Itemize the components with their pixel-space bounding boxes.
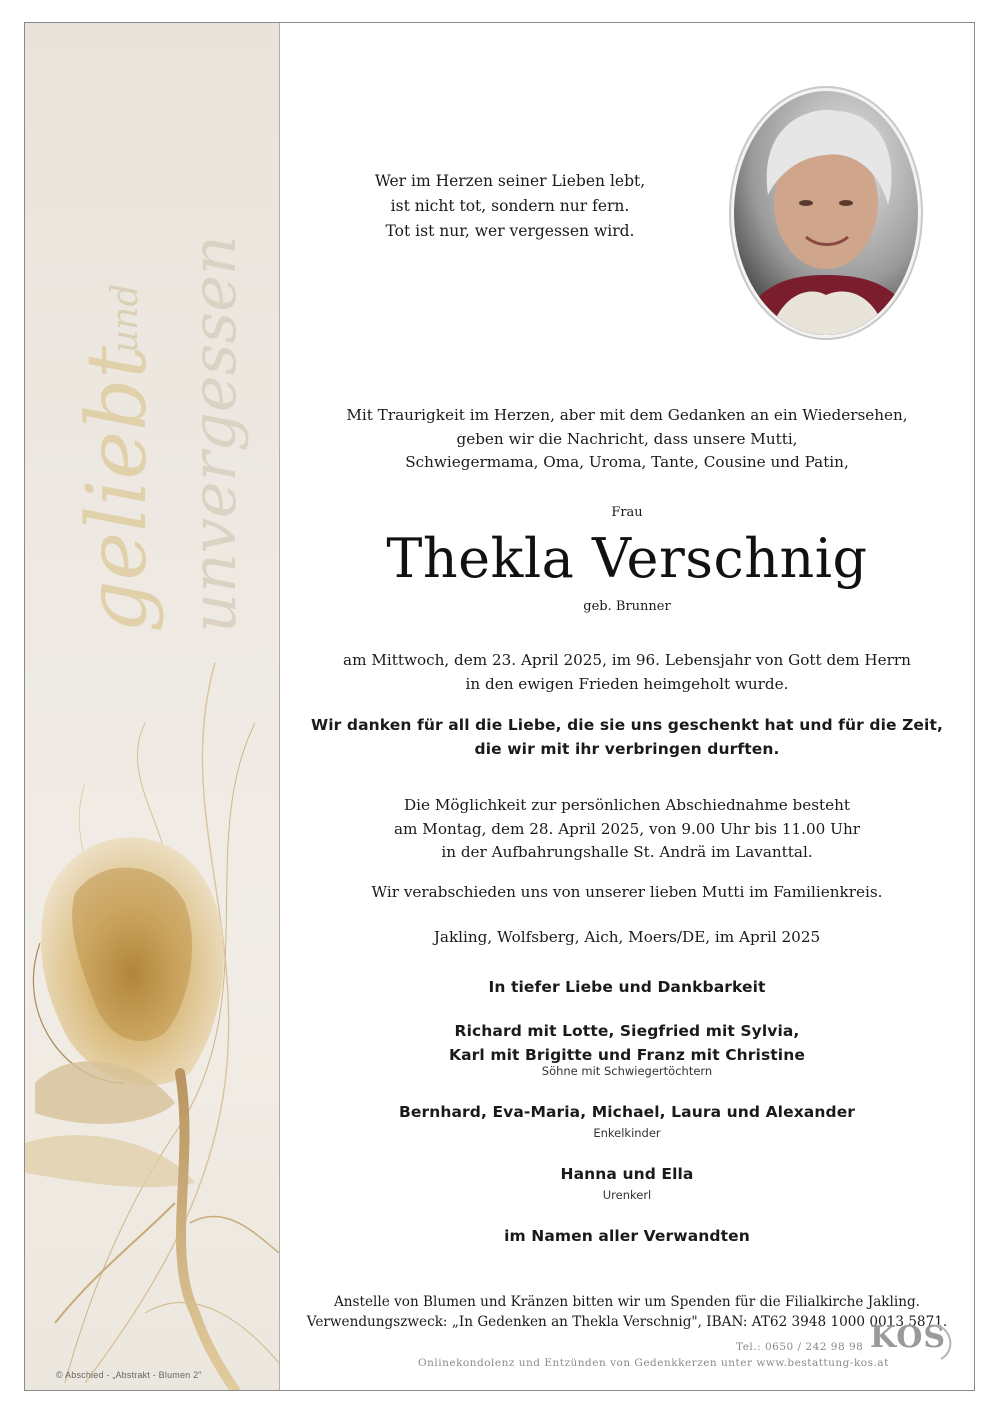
memorial-quote xyxy=(320,169,700,244)
quote-line: Tot ist nur, wer vergessen wird. xyxy=(385,222,635,240)
intro-line: Mit Traurigkeit im Herzen, aber mit dem Gedanken an ein Wiedersehen, xyxy=(346,406,908,424)
great-grandchildren-names: Hanna und Ella xyxy=(560,1165,694,1183)
children-label: Söhne mit Schwiegertöchtern xyxy=(541,1064,713,1078)
quote-line: ist nicht tot, sondern nur fern. xyxy=(390,197,630,215)
artwork-caption: © Abschied - „Abstrakt - Blumen 2" xyxy=(56,1370,202,1380)
decorative-side-panel xyxy=(25,23,280,1390)
deceased-name: Thekla Verschnig xyxy=(386,527,868,590)
quote-line: Wer im Herzen seiner Lieben lebt, xyxy=(374,172,646,190)
funeral-home-logo: KOS xyxy=(870,1320,947,1355)
death-notice xyxy=(280,649,974,696)
farewell-info xyxy=(280,794,974,865)
portrait-photo xyxy=(728,85,924,341)
farewell-line: am Montag, dem 28. April 2025, von 9.00 Uhr bis 11.00 Uhr xyxy=(393,819,860,838)
logo-swoosh-icon xyxy=(935,1323,957,1361)
children-line: Richard mit Lotte, Siegfried mit Sylvia, xyxy=(454,1022,800,1040)
announcement-content xyxy=(280,23,974,1390)
relatives-line: im Namen aller Verwandten xyxy=(504,1227,750,1245)
salutation: Frau xyxy=(611,505,643,520)
great-grandchildren-label: Urenkerl xyxy=(602,1188,652,1202)
love-line: In tiefer Liebe und Dankbarkeit xyxy=(488,978,766,996)
maiden-name: geb. Brunner xyxy=(583,599,671,614)
place-date: Jakling, Wolfsberg, Aich, Moers/DE, im April 2025 xyxy=(433,928,821,946)
script-word-geliebt: geliebt xyxy=(70,345,165,633)
family-circle-text: Wir verabschieden uns von unserer lieben Mutti im Familienkreis. xyxy=(371,883,883,901)
thanks-line: die wir mit ihr verbringen durften. xyxy=(474,740,780,758)
death-line: in den ewigen Frieden heimgeholt wurde. xyxy=(465,674,789,693)
flower-artwork xyxy=(25,23,279,1390)
thanks-text xyxy=(280,713,974,761)
intro-text xyxy=(280,404,974,475)
intro-line: Schwiegermama, Oma, Uroma, Tante, Cousine und Patin, xyxy=(405,453,849,471)
grandchildren-label: Enkelkinder xyxy=(593,1126,661,1140)
grandchildren-names: Bernhard, Eva-Maria, Michael, Laura und Alexander xyxy=(398,1103,856,1121)
children-line: Karl mit Brigitte und Franz mit Christine xyxy=(449,1046,805,1064)
phone-number: Tel.: 0650 / 242 98 98 xyxy=(736,1341,864,1353)
online-condolence: Onlinekondolenz und Entzünden von Gedenkkerzen unter www.bestattung-kos.at xyxy=(418,1357,889,1369)
farewell-line: in der Aufbahrungshalle St. Andrä im Lavanttal. xyxy=(441,843,813,861)
children-names xyxy=(280,1019,974,1067)
script-word-und: und xyxy=(105,283,146,353)
script-word-unvergessen: unvergessen xyxy=(177,235,250,633)
death-line: am Mittwoch, dem 23. April 2025, im 96. Lebensjahr von Gott dem Herrn xyxy=(343,651,911,669)
intro-line: geben wir die Nachricht, dass unsere Mutti, xyxy=(456,429,798,448)
donation-line: Anstelle von Blumen und Kränzen bitten wir um Spenden für die Filialkirche Jakling. xyxy=(333,1294,921,1310)
donation-line: Verwendungszweck: „In Gedenken an Thekla Verschnig", IBAN: AT62 3948 1000 0013 5871. xyxy=(306,1314,948,1330)
farewell-line: Die Möglichkeit zur persönlichen Abschiednahme besteht xyxy=(403,796,851,814)
thanks-line: Wir danken für all die Liebe, die sie uns geschenkt hat und für die Zeit, xyxy=(311,716,943,734)
